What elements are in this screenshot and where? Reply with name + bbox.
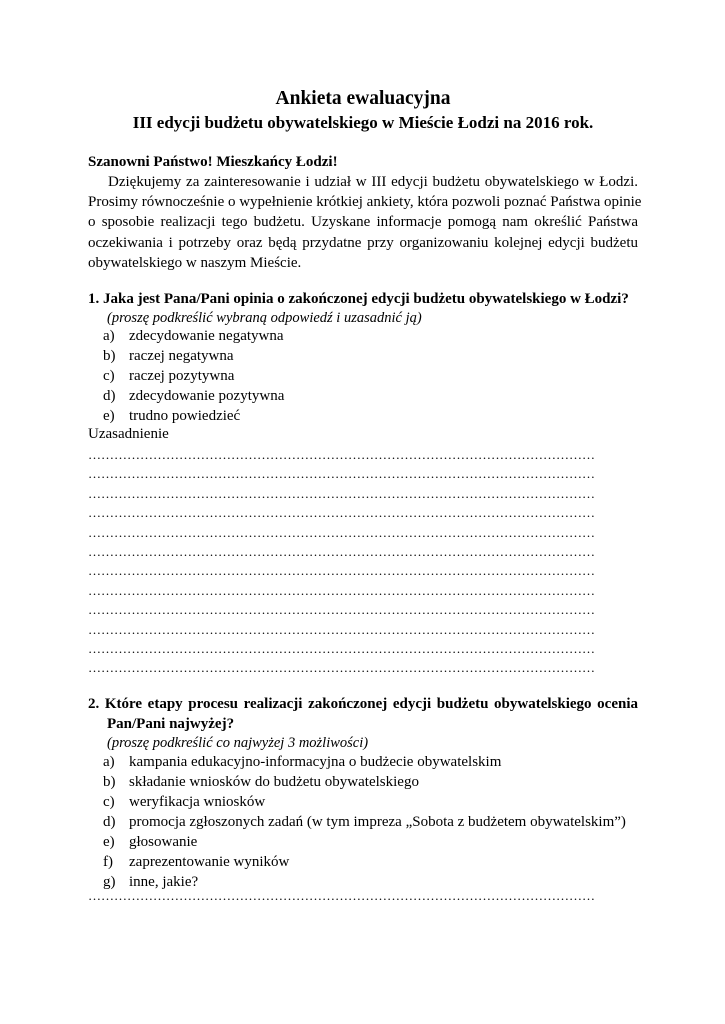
answer-line: ……………………………………………………………………………………………………… bbox=[88, 640, 595, 656]
option-text: zdecydowanie negatywna bbox=[129, 328, 284, 344]
question-2-options bbox=[103, 752, 626, 892]
document-title: Ankieta ewaluacyjna bbox=[275, 88, 451, 109]
option-letter: a) bbox=[103, 328, 115, 344]
justification-label: Uzasadnienie bbox=[88, 426, 169, 442]
answer-line: ……………………………………………………………………………………………………… bbox=[88, 524, 595, 540]
intro-line: o sposobie realizacji tego budżetu. Uzyskane informacje pomogą nam określić Państwa bbox=[88, 214, 638, 231]
option-letter: e) bbox=[103, 408, 115, 424]
option-letter: a) bbox=[103, 754, 115, 770]
question-2-heading-line-1: 2. Które etapy procesu realizacji zakończonej edycji budżetu obywatelskiego ocenia bbox=[88, 696, 638, 712]
document-subtitle: III edycji budżetu obywatelskiego w Mieście Łodzi na 2016 rok. bbox=[132, 113, 594, 132]
answer-line: ……………………………………………………………………………………………………… bbox=[88, 466, 595, 482]
option-text: promocja zgłoszonych zadań (w tym impreza „Sobota z budżetem obywatelskim”) bbox=[129, 814, 626, 830]
option-c[interactable] bbox=[103, 366, 284, 386]
option-text: trudno powiedzieć bbox=[129, 408, 241, 424]
answer-line: ……………………………………………………………………………………………………… bbox=[88, 660, 595, 676]
intro-line: Dziękujemy za zainteresowanie i udział w III edycji budżetu obywatelskiego w Łodzi. bbox=[108, 174, 638, 190]
option-letter: d) bbox=[103, 814, 116, 830]
answer-line: ……………………………………………………………………………………………………… bbox=[88, 563, 595, 579]
option-a[interactable] bbox=[103, 326, 284, 346]
answer-line: ……………………………………………………………………………………………………… bbox=[88, 582, 595, 598]
option-a[interactable] bbox=[103, 752, 626, 772]
option-f[interactable] bbox=[103, 852, 626, 872]
option-text: raczej negatywna bbox=[129, 348, 234, 364]
option-text: raczej pozytywna bbox=[129, 368, 235, 384]
option-text: głosowanie bbox=[129, 834, 198, 850]
option-d[interactable] bbox=[103, 386, 284, 406]
option-text: zaprezentowanie wyników bbox=[129, 854, 290, 870]
question-2-hint: (proszę podkreślić co najwyżej 3 możliwości) bbox=[107, 735, 369, 751]
option-b[interactable] bbox=[103, 346, 284, 366]
option-letter: b) bbox=[103, 774, 116, 790]
option-letter: c) bbox=[103, 794, 115, 810]
option-letter: d) bbox=[103, 388, 116, 404]
other-answer-area[interactable] bbox=[88, 886, 628, 905]
answer-line: ……………………………………………………………………………………………………… bbox=[88, 602, 595, 618]
question-2-heading bbox=[88, 694, 638, 734]
question-2-heading-line-2: Pan/Pani najwyżej? bbox=[107, 716, 235, 732]
question-1-options bbox=[103, 326, 284, 426]
option-text: weryfikacja wniosków bbox=[129, 794, 266, 810]
answer-line: ……………………………………………………………………………………………………… bbox=[88, 485, 595, 501]
option-b[interactable] bbox=[103, 772, 626, 792]
option-letter: g) bbox=[103, 874, 116, 890]
answer-line: ……………………………………………………………………………………………………… bbox=[88, 888, 595, 903]
answer-line: ……………………………………………………………………………………………………… bbox=[88, 447, 595, 462]
option-letter: f) bbox=[103, 854, 113, 870]
question-1-heading: 1. Jaka jest Pana/Pani opinia o zakończonej edycji budżetu obywatelskiego w Łodzi? bbox=[88, 291, 629, 307]
option-text: składanie wniosków do budżetu obywatelskiego bbox=[129, 774, 419, 790]
justification-answer-area[interactable] bbox=[88, 445, 628, 678]
option-c[interactable] bbox=[103, 792, 626, 812]
intro-line: obywatelskiego w naszym Mieście. bbox=[88, 254, 302, 271]
intro-line: oczekiwania i potrzeby oraz będą przydatne przy organizowaniu kolejnej edycji budżetu bbox=[88, 234, 638, 251]
option-text: inne, jakie? bbox=[129, 874, 199, 890]
greeting: Szanowni Państwo! Mieszkańcy Łodzi! bbox=[88, 154, 338, 170]
option-text: zdecydowanie pozytywna bbox=[129, 388, 285, 404]
answer-line: ……………………………………………………………………………………………………… bbox=[88, 621, 595, 637]
option-letter: c) bbox=[103, 368, 115, 384]
option-e[interactable] bbox=[103, 406, 284, 426]
option-letter: e) bbox=[103, 834, 115, 850]
option-text: kampania edukacyjno-informacyjna o budżecie obywatelskim bbox=[129, 754, 502, 770]
question-1-hint: (proszę podkreślić wybraną odpowiedź i uzasadnić ją) bbox=[107, 310, 422, 326]
option-e[interactable] bbox=[103, 832, 626, 852]
option-letter: b) bbox=[103, 348, 116, 364]
option-d[interactable] bbox=[103, 812, 626, 832]
answer-line: ……………………………………………………………………………………………………… bbox=[88, 543, 595, 559]
answer-line: ……………………………………………………………………………………………………… bbox=[88, 505, 595, 521]
intro-line: Prosimy równocześnie o wypełnienie krótkiej ankiety, która pozwoli poznać Państwa opinie bbox=[88, 194, 642, 211]
intro-paragraph bbox=[88, 172, 642, 273]
